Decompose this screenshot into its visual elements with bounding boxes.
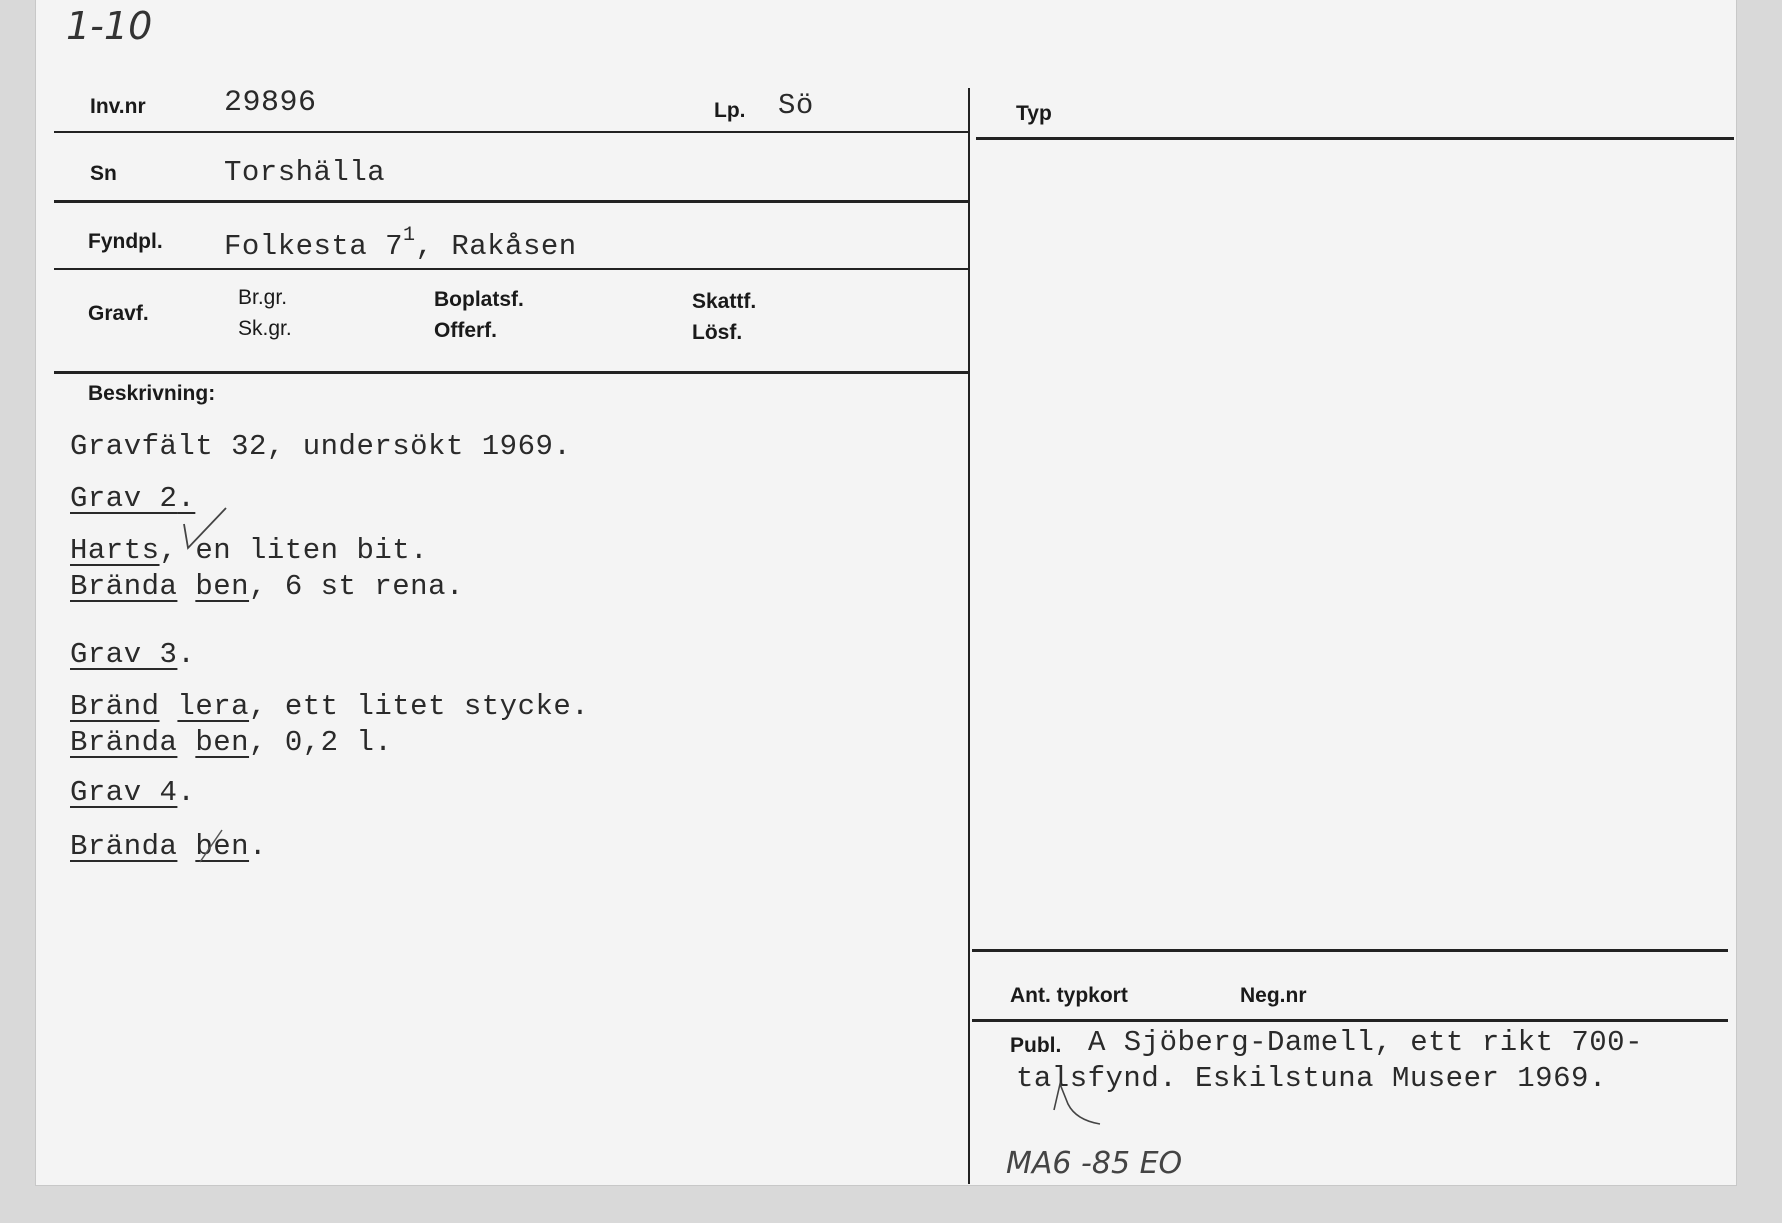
grav3-heading xyxy=(70,638,195,671)
inv-value: 29896 xyxy=(224,86,317,120)
term-brand: Bränd xyxy=(70,690,160,723)
fyndpl-place: Folkesta 7 xyxy=(224,230,404,263)
rule-typ xyxy=(976,137,1734,140)
grav4-heading-text: Grav 4 xyxy=(70,776,178,809)
grav2-line1-rest: , en liten bit. xyxy=(159,534,429,567)
grav2-line1 xyxy=(70,534,428,567)
lp-value: Sö xyxy=(778,89,814,122)
check-mark-icon xyxy=(170,500,240,560)
rule-inv xyxy=(54,131,970,133)
term-ben: ben xyxy=(195,830,250,863)
term-harts: Harts xyxy=(70,534,160,567)
term-ben: ben xyxy=(195,726,250,759)
grav4-heading-dot: . xyxy=(177,776,196,809)
sn-value: Torshälla xyxy=(224,156,386,189)
ant-typkort-label: Ant. typkort xyxy=(1010,984,1128,1007)
boplatsf-label: Boplatsf. xyxy=(434,288,524,311)
neg-nr-label: Neg.nr xyxy=(1240,984,1307,1007)
beskrivning-label: Beskrivning: xyxy=(88,382,216,405)
grav3-line2 xyxy=(70,726,392,759)
grav3-heading-dot: . xyxy=(177,638,196,671)
br-gr-label: Br.gr. xyxy=(238,286,288,309)
offerf-label: Offerf. xyxy=(434,319,497,342)
fyndpl-value xyxy=(224,224,577,263)
rule-gravf xyxy=(54,371,970,374)
sn-label: Sn xyxy=(90,162,117,185)
term-branda: Brända xyxy=(70,830,178,863)
grav4-line1 xyxy=(70,830,267,863)
grav3-heading-text: Grav 3 xyxy=(70,638,178,671)
inv-label: Inv.nr xyxy=(90,95,146,118)
grav2-line2-rest: , 6 st rena. xyxy=(249,570,464,603)
sk-gr-label: Sk.gr. xyxy=(238,317,292,340)
grav2-heading-dot: . xyxy=(177,482,196,515)
typ-label: Typ xyxy=(1016,102,1052,125)
losf-label: Lösf. xyxy=(692,321,743,344)
fyndpl-sup: 1 xyxy=(403,224,416,247)
publ-label: Publ. xyxy=(1010,1034,1062,1057)
lp-label: Lp. xyxy=(714,99,746,122)
grav3-line2-rest: , 0,2 l. xyxy=(249,726,393,759)
grav4-heading xyxy=(70,776,195,809)
caret-mark-icon xyxy=(1050,1080,1110,1130)
grav2-line2 xyxy=(70,570,464,603)
term-lera: lera xyxy=(177,690,250,723)
grav2-heading-text: Grav 2 xyxy=(70,482,178,515)
description-intro: Gravfält 32, undersökt 1969. xyxy=(70,430,572,463)
fyndpl-label: Fyndpl. xyxy=(88,230,163,253)
rule-fyndpl xyxy=(54,268,970,270)
rule-ant-bottom xyxy=(972,1019,1728,1022)
term-branda: Brända xyxy=(70,726,178,759)
corner-note: 1-10 xyxy=(66,4,153,48)
fyndpl-rest: , Rakåsen xyxy=(415,230,577,263)
term-ben: ben xyxy=(195,570,250,603)
handwritten-note: MA6 -85 EO xyxy=(1006,1146,1183,1181)
gravf-label: Gravf. xyxy=(88,302,149,325)
slash-mark-icon xyxy=(196,826,226,866)
grav3-line1 xyxy=(70,690,589,723)
publ-line2: talsfynd. Eskilstuna Museer 1969. xyxy=(1016,1062,1607,1095)
rule-ant-top xyxy=(972,949,1728,952)
grav4-line1-rest: . xyxy=(249,830,267,863)
vertical-divider xyxy=(968,88,970,1184)
publ-line1: A Sjöberg-Damell, ett rikt 700- xyxy=(1088,1026,1643,1059)
rule-sn xyxy=(54,200,970,203)
term-branda: Brända xyxy=(70,570,178,603)
grav3-line1-rest: , ett litet stycke. xyxy=(249,690,590,723)
skattf-label: Skattf. xyxy=(692,290,757,313)
